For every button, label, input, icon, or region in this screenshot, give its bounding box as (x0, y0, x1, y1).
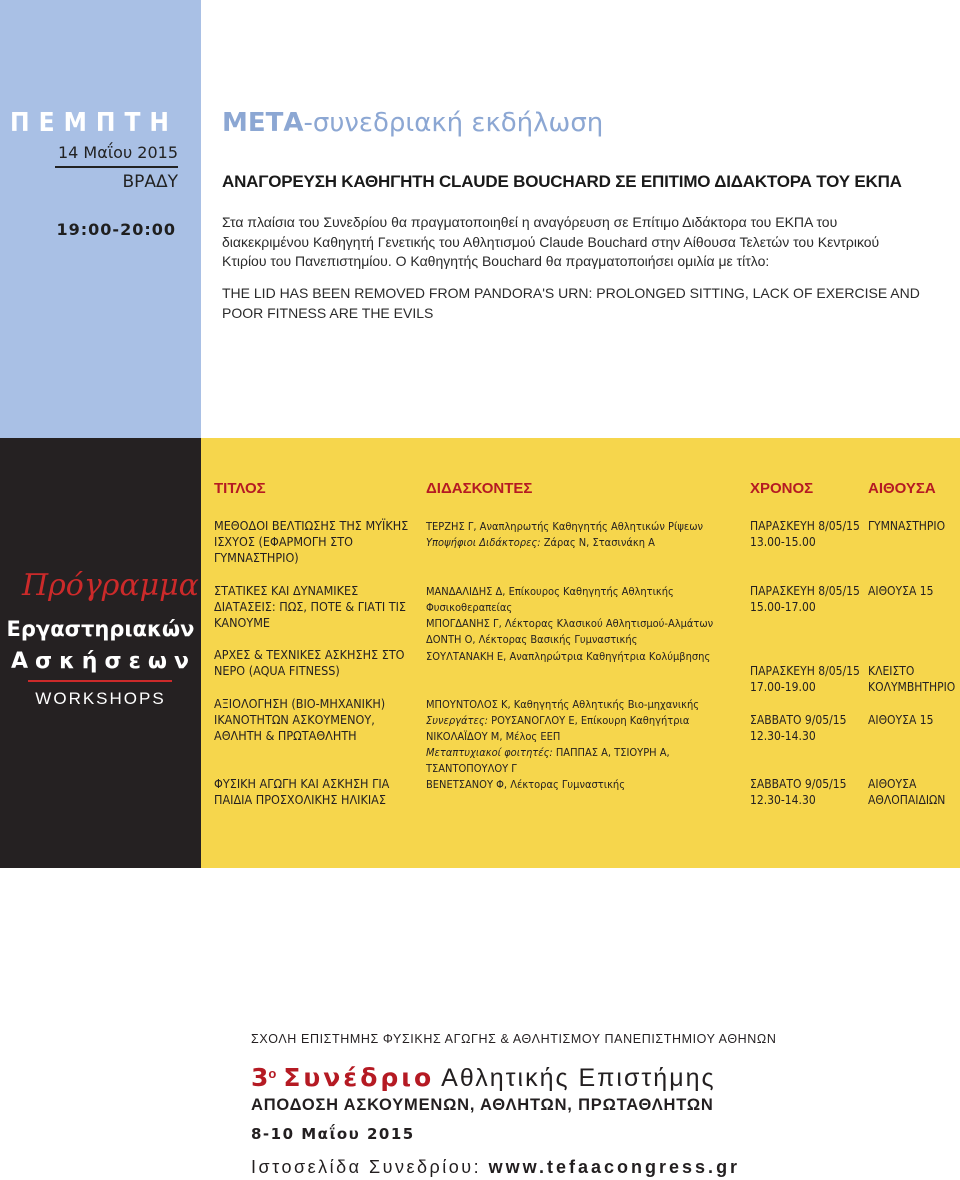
program-word-1: Εργαστηριακών (6, 617, 195, 641)
instructor-line (426, 713, 736, 729)
event-description: Στα πλαίσια του Συνεδρίου θα πραγματοποιηθεί η αναγόρευση σε Επίτιμο Διδάκτορα του ΕΚΠΑ του διακεκριμένου Καθηγητή Γενετικής του Αθλητισμού Claude Bouchard στην Αίθουσα Τελετών του Κεντρικού Κτιρίου του Πανεπιστημίου. Ο Καθηγητής Bouchard θα πραγματοποιήσει ομιλία με τίτλο: (222, 214, 880, 269)
workshop-time (750, 663, 862, 695)
workshop-day: ΠΑΡΑΣΚΕΥΗ 8/05/15 (750, 664, 860, 678)
footer-conference-title (251, 1063, 716, 1093)
workshop-room: ΚΛΕΙΣΤΟ ΚΟΛΥΜΒΗΤΗΡΙΟ (868, 664, 956, 694)
event-type-heading (222, 108, 603, 138)
workshop-instructors (426, 649, 736, 665)
table-header-room: ΑΙΘΟΥΣΑ (868, 480, 936, 497)
program-script-title: Πρόγραμμα (22, 568, 199, 603)
instructor-names: ΡΟΥΣΑΝΟΓΛΟΥ Ε, Επίκουρη Καθηγήτρια (487, 714, 690, 727)
instructor-line: ΜΑΝΔΑΛΙΔΗΣ Δ, Επίκουρος Καθηγητής Αθλητικής Φυσικοθεραπείας (426, 585, 674, 614)
program-divider (28, 680, 172, 682)
workshop-title: ΣΤΑΤΙΚΕΣ ΚΑΙ ΔΥΝΑΜΙΚΕΣ ΔΙΑΤΑΣΕΙΣ: ΠΩΣ, ΠΟΤΕ & ΓΙΑΤΙ ΤΙΣ ΚΑΝΟΥΜΕ (214, 583, 407, 630)
instructor-role: Συνεργάτες: (426, 714, 488, 727)
workshop-hours: 12.30-14.30 (750, 793, 816, 807)
workshop-day: ΠΑΡΑΣΚΕΥΗ 8/05/15 (750, 519, 860, 533)
footer-school: ΣΧΟΛΗ ΕΠΙΣΤΗΜΗΣ ΦΥΣΙΚΗΣ ΑΓΩΓΗΣ & ΑΘΛΗΤΙΣΜΟΥ ΠΑΝΕΠΙΣΤΗΜΙΟΥ ΑΘΗΝΩΝ (251, 1032, 777, 1046)
event-talk-title: THE LID HAS BEEN REMOVED FROM PANDORA'S URN: PROLONGED SITTING, LACK OF EXERCISE AND POOR FITNESS ARE THE EVILS (222, 285, 920, 321)
instructor-line: ΜΠΟΓΔΑΝΗΣ Γ, Λέκτορας Κλασικού Αθλητισμού-Αλμάτων (426, 617, 714, 630)
workshop-day: ΣΑΒΒΑΤΟ 9/05/15 (750, 777, 847, 791)
workshop-day: ΠΑΡΑΣΚΕΥΗ 8/05/15 (750, 584, 860, 598)
table-header-time: ΧΡΟΝΟΣ (750, 480, 814, 497)
instructor-names: ΠΑΠΠΑΣ Α, ΤΣΙΟΥΡΗ Α, ΤΣΑΝΤΟΠΟΥΛΟΥ Γ (426, 746, 670, 775)
workshop-day: ΣΑΒΒΑΤΟ 9/05/15 (750, 713, 847, 727)
instructor-role: Υποψήφιοι Διδάκτορες: (426, 536, 541, 549)
workshop-instructors (426, 519, 736, 551)
instructor-line: ΤΕΡΖΗΣ Γ, Αναπληρωτής Καθηγητής Αθλητικών Ρίψεων (426, 520, 704, 533)
workshop-hours: 12.30-14.30 (750, 729, 816, 743)
instructor-role: Μεταπτυχιακοί φοιτητές: (426, 746, 553, 759)
footer-dates: 8-10 Μαΐου 2015 (251, 1125, 415, 1143)
workshop-title: ΑΡΧΕΣ & ΤΕΧΝΙΚΕΣ ΑΣΚΗΣΗΣ ΣΤΟ ΝΕΡΟ (AQUA FITNESS) (214, 647, 405, 678)
workshop-hours: 13.00-15.00 (750, 535, 816, 549)
website-url[interactable]: www.tefaacongress.gr (488, 1157, 741, 1177)
instructor-line (426, 745, 736, 777)
event-date-divider (55, 166, 178, 168)
event-type-rest: -συνεδριακή εκδήλωση (303, 108, 604, 138)
website-label: Ιστοσελίδα Συνεδρίου: (251, 1157, 482, 1177)
workshop-time (750, 583, 862, 615)
table-header-instructors: ΔΙΔΑΣΚΟΝΤΕΣ (426, 480, 533, 497)
workshop-title: ΜΕΘΟΔΟΙ ΒΕΛΤΙΩΣΗΣ ΤΗΣ ΜΥΪΚΗΣ ΙΣΧΥΟΣ (ΕΦΑΡΜΟΓΗ ΣΤΟ ΓΥΜΝΑΣΤΗΡΙΟ) (214, 518, 409, 565)
workshop-title: ΑΞΙΟΛΟΓΗΣΗ (ΒΙΟ-ΜΗΧΑΝΙΚΗ) ΙΚΑΝΟΤΗΤΩΝ ΑΣΚΟΥΜΕΝΟΥ, ΑΘΛΗΤΗ & ΠΡΩΤΑΘΛΗΤΗ (214, 696, 386, 743)
instructor-line (426, 535, 736, 551)
conference-ordinal: ο (268, 1066, 277, 1081)
instructor-line: ΔΟΝΤΗ Ο, Λέκτορας Βασικής Γυμναστικής (426, 633, 638, 646)
workshop-instructors (426, 777, 736, 793)
workshop-hours: 17.00-19.00 (750, 680, 816, 694)
event-type-bold: ΜΕΤΑ (222, 108, 304, 138)
instructor-line: ΣΟΥΛΤΑΝΑΚΗ Ε, Αναπληρώτρια Καθηγήτρια Κολύμβησης (426, 650, 711, 663)
program-word-2: Ασκήσεων (11, 649, 196, 674)
instructor-line: ΒΕΝΕΤΣΑΝΟΥ Φ, Λέκτορας Γυμναστικής (426, 778, 625, 791)
workshop-time (750, 776, 862, 808)
event-date: 14 Μαΐου 2015 (57, 143, 178, 162)
workshop-hours: 15.00-17.00 (750, 600, 816, 614)
workshop-room: ΓΥΜΝΑΣΤΗΡΙΟ (868, 519, 946, 533)
workshop-title: ΦΥΣΙΚΗ ΑΓΩΓΗ ΚΑΙ ΑΣΚΗΣΗ ΓΙΑ ΠΑΙΔΙΑ ΠΡΟΣΧΟΛΙΚΗΣ ΗΛΙΚΙΑΣ (214, 776, 390, 807)
workshop-room: ΑΙΘΟΥΣΑ ΑΘΛΟΠΑΙΔΙΩΝ (868, 777, 946, 807)
conference-number: 3 (251, 1063, 269, 1092)
workshop-time (750, 518, 862, 550)
table-header-title: ΤΙΤΛΟΣ (214, 480, 266, 497)
program-label: WORKSHOPS (35, 689, 166, 708)
footer-website (251, 1157, 740, 1178)
footer-tagline: ΑΠΟΔΟΣΗ ΑΣΚΟΥΜΕΝΩΝ, ΑΘΛΗΤΩΝ, ΠΡΩΤΑΘΛΗΤΩΝ (251, 1096, 714, 1114)
event-time: 19:00-20:00 (56, 220, 176, 239)
workshop-room: ΑΙΘΟΥΣΑ 15 (868, 713, 934, 727)
event-title: ΑΝΑΓΟΡΕΥΣΗ ΚΑΘΗΓΗΤΗ CLAUDE BOUCHARD ΣΕ ΕΠΙΤΙΜΟ ΔΙΔΑΚΤΟΡΑ ΤΟΥ ΕΚΠΑ (222, 172, 902, 191)
workshop-room: ΑΙΘΟΥΣΑ 15 (868, 584, 934, 598)
instructor-line: ΜΠΟΥΝΤΟΛΟΣ Κ, Καθηγητής Αθλητικής Βιο-μηχανικής (426, 698, 700, 711)
workshop-instructors (426, 697, 736, 777)
instructor-line: ΝΙΚΟΛΑΪΔΟΥ Μ, Μέλος ΕΕΠ (426, 730, 561, 743)
workshop-instructors (426, 584, 736, 648)
conference-name: Συνέδριο (283, 1063, 435, 1092)
event-day-name: ΠΕΜΠΤΗ (10, 108, 178, 138)
conference-field: Αθλητικής Επιστήμης (441, 1064, 716, 1092)
event-day-panel (0, 0, 201, 438)
instructor-names: Ζάρας Ν, Στασινάκη Α (540, 536, 655, 549)
event-time-of-day: ΒΡΑΔΥ (122, 172, 178, 192)
workshop-time (750, 712, 862, 744)
